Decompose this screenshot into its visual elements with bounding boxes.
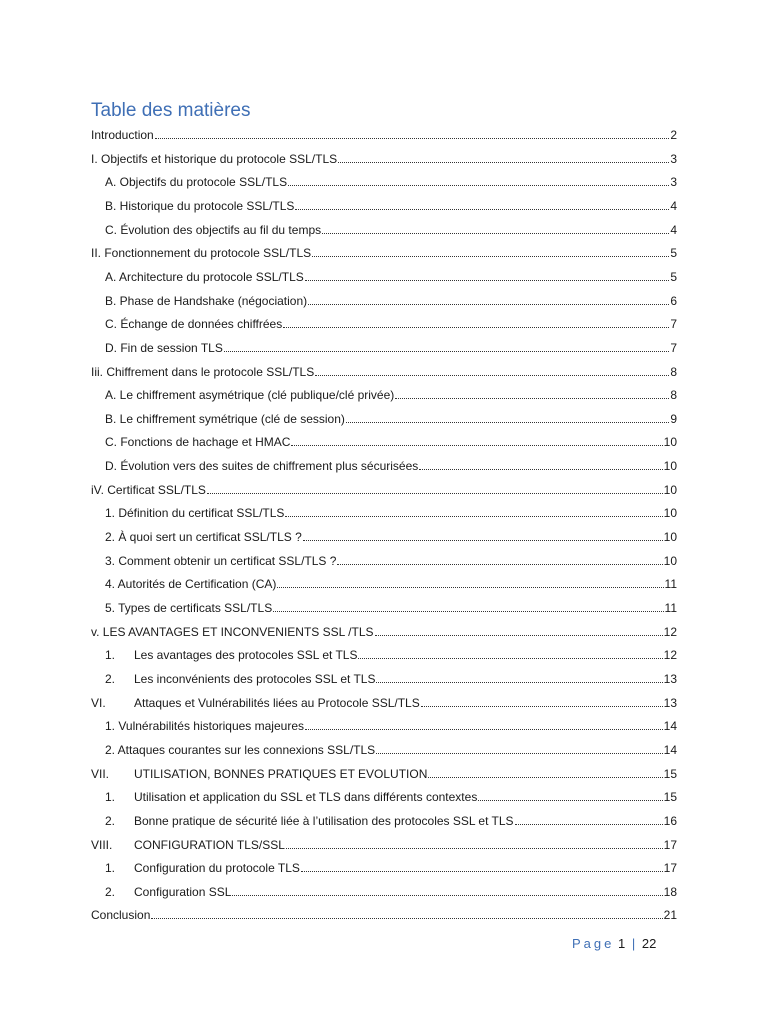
toc-dot-leader — [207, 493, 663, 494]
toc-entry-label: Les avantages des protocoles SSL et TLS — [134, 648, 358, 663]
toc-dot-leader — [515, 824, 663, 825]
toc-dot-leader — [346, 422, 669, 423]
toc-entry-page-number: 5 — [670, 246, 677, 261]
toc-entry-page-number: 2 — [670, 128, 677, 142]
toc-entry-page-number: 15 — [663, 766, 677, 781]
toc-entry-label: C. Échange de données chiffrées — [105, 317, 283, 332]
toc-entry-page-number: 3 — [670, 151, 677, 166]
toc-entry[interactable] — [105, 808, 677, 828]
toc-entry[interactable] — [91, 761, 677, 781]
toc-dot-leader — [301, 871, 663, 872]
toc-dot-leader — [421, 706, 663, 707]
toc-entry[interactable] — [105, 879, 677, 899]
toc-entry-label: C. Évolution des objectifs au fil du temps — [105, 222, 322, 237]
toc-entry-label: A. Objectifs du protocole SSL/TLS — [105, 175, 288, 190]
toc-entry[interactable] — [105, 406, 677, 426]
toc-dot-leader — [151, 918, 662, 919]
toc-entry-label: B. Historique du protocole SSL/TLS — [105, 198, 295, 213]
toc-entry[interactable] — [105, 169, 677, 189]
toc-entry-label: Conclusion — [91, 908, 151, 923]
toc-dot-leader — [295, 209, 669, 210]
toc-dot-leader — [376, 682, 662, 683]
toc-entry-label: 2. Attaques courantes sur les connexions SSL/TLS — [105, 742, 376, 757]
toc-entry-page-number: 12 — [663, 624, 677, 639]
toc-entry[interactable] — [105, 500, 677, 520]
toc-dot-leader — [376, 753, 662, 754]
toc-entry-label: 4. Autorités de Certification (CA) — [105, 577, 277, 592]
toc-entry-label: v. LES AVANTAGES ET INCONVENIENTS SSL /TLS — [91, 624, 374, 639]
toc-entry-number: 1. — [105, 648, 116, 663]
toc-entry-page-number: 14 — [663, 719, 677, 734]
toc-entry-page-number: 4 — [670, 198, 677, 213]
toc-entry-label: 2. À quoi sert un certificat SSL/TLS ? — [105, 530, 302, 545]
toc-entry-number: 2. — [105, 813, 116, 828]
toc-entry[interactable] — [105, 713, 677, 733]
toc-entry-page-number: 11 — [664, 601, 677, 615]
toc-entry-number: 2. — [105, 671, 116, 686]
toc-entry-label: 5. Types de certificats SSL/TLS — [105, 601, 273, 615]
toc-dot-leader — [315, 375, 669, 376]
toc-dot-leader — [291, 445, 662, 446]
toc-entry-label: I. Objectifs et historique du protocole SSL/TLS — [91, 151, 338, 166]
toc-entry[interactable] — [105, 855, 677, 875]
toc-entry[interactable] — [105, 666, 677, 686]
toc-dot-leader — [375, 635, 663, 636]
toc-entry-label: B. Le chiffrement symétrique (clé de session) — [105, 411, 345, 426]
toc-entry-page-number: 9 — [670, 411, 677, 426]
toc-entry[interactable] — [105, 264, 677, 284]
toc-entry-label: Bonne pratique de sécurité liée à l’utilisation des protocoles SSL et TLS — [134, 813, 514, 828]
toc-dot-leader — [283, 327, 669, 328]
toc-dot-leader — [308, 304, 669, 305]
toc-entry[interactable] — [91, 902, 677, 922]
toc-entry-page-number: 13 — [663, 695, 677, 710]
toc-dot-leader — [288, 185, 669, 186]
toc-dot-leader — [224, 351, 669, 352]
page-word: Page — [572, 936, 615, 951]
toc-entry-page-number: 10 — [663, 459, 677, 474]
toc-entry[interactable] — [105, 571, 677, 591]
toc-entry[interactable] — [105, 288, 677, 308]
toc-entry-page-number: 15 — [663, 790, 677, 805]
toc-entry[interactable] — [105, 548, 677, 568]
toc-dot-leader — [337, 564, 662, 565]
toc-entry-page-number: 10 — [663, 530, 677, 545]
toc-entry-label: CONFIGURATION TLS/SSL — [134, 837, 285, 852]
toc-entry[interactable] — [91, 240, 677, 260]
total-pages: 22 — [641, 936, 657, 951]
toc-entry[interactable] — [91, 619, 677, 639]
toc-entry-label: Introduction — [91, 128, 154, 142]
toc-entry-page-number: 10 — [663, 553, 677, 568]
toc-entry-label: D. Fin de session TLS — [105, 340, 223, 355]
toc-dot-leader — [312, 256, 669, 257]
toc-entry-number: 1. — [105, 861, 116, 876]
toc-entry-number: 2. — [105, 884, 116, 899]
toc-entry-label: 1. Vulnérabilités historiques majeures — [105, 719, 304, 734]
toc-entry[interactable] — [105, 429, 677, 449]
toc-entry-page-number: 8 — [670, 364, 677, 379]
toc-entry-number: 1. — [105, 790, 116, 805]
toc-entry-label: Utilisation et application du SSL et TLS dans différents contextes — [134, 790, 478, 805]
toc-dot-leader — [419, 469, 662, 470]
toc-entry-page-number: 16 — [663, 813, 677, 828]
toc-entry[interactable] — [91, 690, 677, 710]
toc-dot-leader — [428, 777, 662, 778]
toc-dot-leader — [358, 658, 662, 659]
toc-entry-page-number: 17 — [663, 861, 677, 876]
toc-entry[interactable] — [105, 335, 677, 355]
toc-entry-page-number: 17 — [663, 837, 677, 852]
toc-dot-leader — [305, 280, 670, 281]
toc-entry-page-number: 7 — [670, 340, 677, 355]
toc-entry-page-number: 5 — [670, 269, 677, 284]
toc-dot-leader — [303, 540, 663, 541]
toc-entry-page-number: 13 — [663, 671, 677, 686]
toc-entry-page-number: 14 — [663, 742, 677, 757]
toc-entry-page-number: 11 — [664, 577, 677, 592]
toc-entry-label: 3. Comment obtenir un certificat SSL/TLS ? — [105, 553, 337, 568]
toc-entry-page-number: 21 — [663, 908, 677, 923]
toc-entry-label: II. Fonctionnement du protocole SSL/TLS — [91, 246, 312, 261]
toc-entry-label: UTILISATION, BONNES PRATIQUES ET EVOLUTION — [134, 766, 428, 781]
toc-entry-page-number: 12 — [663, 648, 677, 663]
toc-entry-label: B. Phase de Handshake (négociation) — [105, 293, 308, 308]
toc-entry-label: D. Évolution vers des suites de chiffrement plus sécurisées — [105, 459, 419, 474]
toc-dot-leader — [478, 800, 662, 801]
toc-entry-page-number: 4 — [670, 222, 677, 237]
toc-dot-leader — [232, 895, 662, 896]
toc-entry[interactable] — [105, 784, 677, 804]
toc-entry-label: A. Le chiffrement asymétrique (clé publique/clé privée) — [105, 388, 395, 403]
toc-entry-label: Configuration du protocole TLS — [134, 861, 300, 876]
toc-entry-label: A. Architecture du protocole SSL/TLS — [105, 269, 304, 284]
toc-entry-page-number: 8 — [670, 388, 677, 403]
page-footer — [572, 936, 692, 951]
toc-entry-number: VII. — [91, 766, 110, 781]
page-separator: | — [631, 936, 636, 951]
toc-dot-leader — [155, 138, 670, 139]
toc-entry-page-number: 18 — [663, 884, 677, 899]
toc-dot-leader — [285, 516, 662, 517]
toc-entry[interactable] — [105, 311, 677, 331]
toc-entry[interactable] — [105, 453, 677, 473]
toc-dot-leader — [273, 611, 663, 612]
toc-dot-leader — [277, 587, 663, 588]
toc-entry-page-number: 3 — [670, 175, 677, 190]
toc-entry-page-number: 10 — [663, 435, 677, 450]
toc-entry-page-number: 10 — [663, 506, 677, 521]
toc-entry-label: 1. Définition du certificat SSL/TLS — [105, 506, 285, 521]
toc-entry-page-number: 6 — [670, 293, 677, 308]
toc-entry-label: Iii. Chiffrement dans le protocole SSL/TLS — [91, 364, 315, 379]
current-page-number: 1 — [618, 936, 626, 951]
toc-entry[interactable] — [105, 382, 677, 402]
toc-dot-leader — [286, 848, 663, 849]
toc-entry-label: Configuration SSL — [134, 884, 232, 899]
toc-entry[interactable] — [105, 524, 677, 544]
toc-dot-leader — [338, 162, 669, 163]
toc-entry-label: Attaques et Vulnérabilités liées au Protocole SSL/TLS — [134, 695, 420, 710]
toc-entry-label: Les inconvénients des protocoles SSL et TLS — [134, 671, 376, 686]
toc-dot-leader — [305, 729, 663, 730]
toc-entry-number: VIII. — [91, 837, 113, 852]
toc-entry[interactable] — [91, 359, 677, 379]
toc-entry[interactable] — [91, 477, 677, 497]
toc-title: Table des matières — [91, 100, 251, 121]
toc-dot-leader — [395, 398, 669, 399]
toc-entry[interactable] — [91, 832, 677, 852]
toc-entry[interactable] — [91, 146, 677, 166]
toc-entry[interactable] — [105, 595, 677, 615]
toc-entry-number: VI. — [91, 695, 106, 710]
toc-entry[interactable] — [105, 193, 677, 213]
toc-dot-leader — [322, 233, 669, 234]
toc-entry[interactable] — [91, 122, 677, 142]
toc-entry[interactable] — [105, 217, 677, 237]
toc-entry-label: iV. Certificat SSL/TLS — [91, 482, 206, 497]
toc-entry-label: C. Fonctions de hachage et HMAC — [105, 435, 291, 450]
toc-entry-page-number: 7 — [670, 317, 677, 332]
toc-entry[interactable] — [105, 737, 677, 757]
toc-entry-page-number: 10 — [663, 482, 677, 497]
toc-entry[interactable] — [105, 642, 677, 662]
